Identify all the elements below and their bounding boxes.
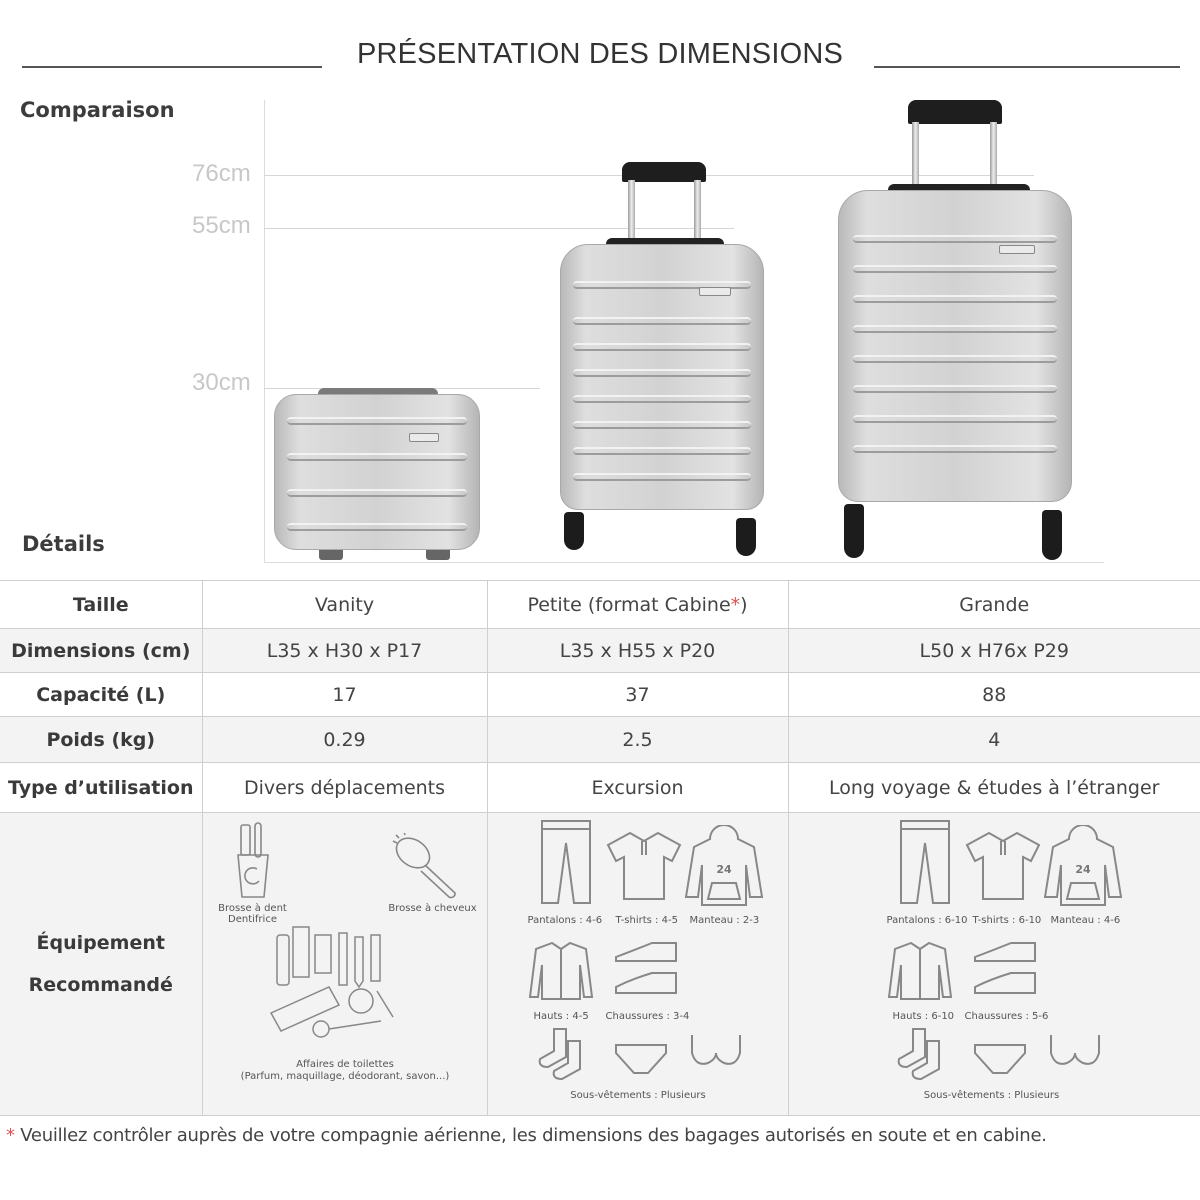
details-table [0, 580, 1200, 1116]
pants-icon [538, 819, 594, 905]
hairbrush-caption: Brosse à cheveux [388, 903, 477, 914]
bra-icon [690, 1033, 742, 1069]
toothbrush-cup-icon [233, 821, 273, 901]
svg-text:24: 24 [1074, 863, 1091, 876]
cell-taille-petite [487, 581, 788, 629]
tick-label-55: 55cm [192, 212, 251, 239]
socks-icon [893, 1027, 949, 1083]
toiletries-caption-line1: Affaires de toilettes [296, 1059, 394, 1070]
asterisk-marker: * [730, 593, 741, 616]
cell-taille-petite-text: Petite (format Cabine [527, 593, 731, 616]
table-row-dimensions [0, 629, 1200, 673]
footnote-text: Veuillez contrôler auprès de votre compagnie aérienne, les dimensions des bagages autorisés en soute et en cabine. [14, 1125, 1047, 1146]
cell-type-petite: Excursion [487, 763, 788, 813]
grande-chaussures-caption: Chaussures : 5-6 [964, 1011, 1049, 1022]
equipement-line2: Recommandé [28, 974, 173, 996]
petite-pantalons-caption: Pantalons : 4-6 [527, 915, 603, 926]
cell-dimensions-petite: L35 x H55 x P20 [487, 629, 788, 673]
comparison-axis [264, 100, 265, 562]
toothbrush-caption-line1: Brosse à dent [218, 903, 287, 914]
toiletries-caption [203, 1059, 488, 1083]
cell-type-vanity: Divers déplacements [202, 763, 487, 813]
hairbrush-icon [391, 833, 463, 899]
toiletries-icon [269, 925, 409, 1045]
tshirt-icon [604, 829, 684, 901]
petite-hauts-caption: Hauts : 4-5 [533, 1011, 589, 1022]
bra-icon [1049, 1033, 1101, 1069]
row-header-dimensions: Dimensions (cm) [0, 629, 202, 673]
cell-taille-petite-suffix: ) [740, 593, 748, 616]
hoodie-icon [684, 825, 764, 907]
grande-sous-vetements-caption: Sous-vêtements : Plusieurs [923, 1090, 1060, 1101]
table-row-type-utilisation [0, 763, 1200, 813]
tshirt-icon [963, 829, 1043, 901]
petite-manteau-caption: Manteau : 2-3 [689, 915, 760, 926]
row-header-capacite: Capacité (L) [0, 673, 202, 717]
socks-icon [534, 1027, 590, 1083]
cell-taille-grande: Grande [788, 581, 1200, 629]
table-row-taille [0, 581, 1200, 629]
underwear-icon [614, 1041, 668, 1077]
cell-taille-vanity: Vanity [202, 581, 487, 629]
toothbrush-caption [213, 903, 293, 925]
cell-poids-petite: 2.5 [487, 717, 788, 763]
row-header-type-utilisation: Type d’utilisation [0, 763, 202, 813]
table-row-equipement [0, 813, 1200, 1116]
cell-poids-vanity: 0.29 [202, 717, 487, 763]
grande-tshirts-caption: T-shirts : 6-10 [972, 915, 1042, 926]
cell-type-grande: Long voyage & études à l’étranger [788, 763, 1200, 813]
underwear-icon [973, 1041, 1027, 1077]
row-header-taille: Taille [0, 581, 202, 629]
petite-chaussures-caption: Chaussures : 3-4 [605, 1011, 690, 1022]
shoes-icon [612, 937, 682, 999]
cell-capacite-vanity: 17 [202, 673, 487, 717]
header-rule-right [874, 66, 1180, 68]
petite-sous-vetements-caption: Sous-vêtements : Plusieurs [570, 1090, 706, 1101]
cell-dimensions-vanity: L35 x H30 x P17 [202, 629, 487, 673]
table-row-capacite [0, 673, 1200, 717]
toothbrush-caption-line2: Dentifrice [228, 914, 277, 925]
row-header-equipement [0, 813, 202, 1116]
cell-capacite-petite: 37 [487, 673, 788, 717]
comparison-label: Comparaison [20, 98, 175, 122]
grande-manteau-caption: Manteau : 4-6 [1050, 915, 1121, 926]
petite-suitcase-image [558, 160, 768, 564]
cell-capacite-grande: 88 [788, 673, 1200, 717]
shirt-icon [528, 941, 594, 1001]
tick-label-76: 76cm [192, 160, 251, 187]
details-label: Détails [22, 532, 105, 556]
vanity-suitcase-image [274, 388, 480, 562]
shoes-icon [971, 937, 1041, 999]
page-title: PRÉSENTATION DES DIMENSIONS [356, 38, 844, 70]
grande-pantalons-caption: Pantalons : 6-10 [886, 915, 968, 926]
toiletries-caption-line2: (Parfum, maquillage, déodorant, savon...) [240, 1071, 450, 1082]
petite-tshirts-caption: T-shirts : 4-5 [615, 915, 678, 926]
tick-label-30: 30cm [192, 369, 251, 396]
equipement-line1: Équipement [36, 932, 165, 954]
grande-suitcase-image [836, 100, 1076, 564]
cell-dimensions-grande: L50 x H76x P29 [788, 629, 1200, 673]
hoodie-icon [1043, 825, 1123, 907]
table-row-poids [0, 717, 1200, 763]
cell-poids-grande: 4 [788, 717, 1200, 763]
equipment-petite [487, 813, 788, 1116]
pants-icon [897, 819, 953, 905]
footnote-asterisk: * [6, 1125, 15, 1146]
equipment-grande [788, 813, 1200, 1116]
equipment-vanity [202, 813, 487, 1116]
shirt-icon [887, 941, 953, 1001]
row-header-poids: Poids (kg) [0, 717, 202, 763]
grande-hauts-caption: Hauts : 6-10 [892, 1011, 955, 1022]
svg-text:24: 24 [715, 863, 732, 876]
footnote [6, 1125, 1047, 1146]
